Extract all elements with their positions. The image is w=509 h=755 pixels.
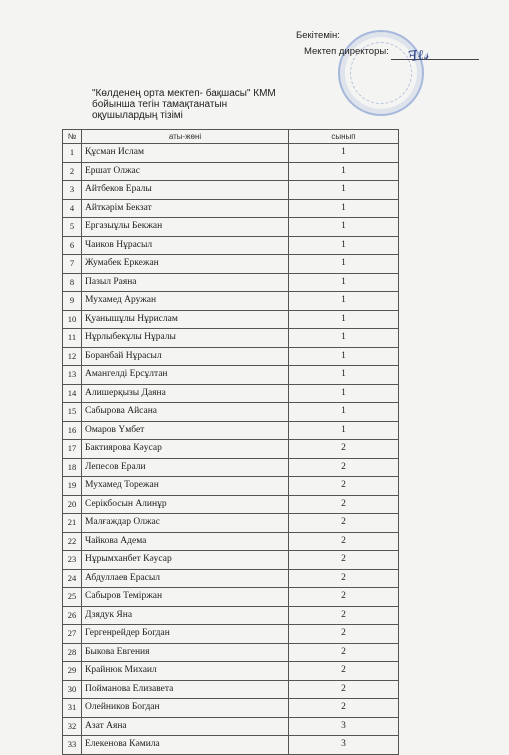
table-row — [63, 347, 399, 366]
row-number: 17 — [63, 440, 82, 459]
approval-block — [296, 28, 479, 60]
row-number: 3 — [63, 181, 82, 200]
student-grade: 1 — [289, 255, 399, 274]
student-grade: 2 — [289, 662, 399, 681]
student-name: Абдуллаев Ерасыл — [82, 569, 289, 588]
student-name: Алишерқызы Даяна — [82, 384, 289, 403]
row-number: 25 — [63, 588, 82, 607]
student-grade: 1 — [289, 310, 399, 329]
student-grade: 1 — [289, 273, 399, 292]
table-row — [63, 458, 399, 477]
student-name: Мухамед Аружан — [82, 292, 289, 311]
table-row — [63, 477, 399, 496]
student-grade: 2 — [289, 588, 399, 607]
student-name: Чаиков Нұрасыл — [82, 236, 289, 255]
student-grade: 1 — [289, 366, 399, 385]
table-row — [63, 606, 399, 625]
student-grade: 2 — [289, 625, 399, 644]
student-grade: 1 — [289, 199, 399, 218]
student-grade: 1 — [289, 144, 399, 163]
student-name: Жумабек Еркежан — [82, 255, 289, 274]
table-row — [63, 680, 399, 699]
table-row — [63, 625, 399, 644]
director-role: Мектеп директоры: — [304, 46, 389, 57]
table-row — [63, 736, 399, 755]
table-row — [63, 329, 399, 348]
table-row — [63, 218, 399, 237]
row-number: 6 — [63, 236, 82, 255]
student-grade: 3 — [289, 736, 399, 755]
row-number: 23 — [63, 551, 82, 570]
table-row — [63, 199, 399, 218]
row-number: 24 — [63, 569, 82, 588]
document-title — [92, 88, 292, 121]
student-name: Құсман Ислам — [82, 144, 289, 163]
student-grade: 3 — [289, 717, 399, 736]
table-row — [63, 551, 399, 570]
row-number: 20 — [63, 495, 82, 514]
row-number: 8 — [63, 273, 82, 292]
student-name: Малғаждар Олжас — [82, 514, 289, 533]
student-grade: 2 — [289, 458, 399, 477]
row-number: 16 — [63, 421, 82, 440]
student-grade: 1 — [289, 403, 399, 422]
row-number: 11 — [63, 329, 82, 348]
table-row — [63, 310, 399, 329]
title-line-3: оқушылардың тізімі — [92, 110, 183, 121]
student-grade: 1 — [289, 347, 399, 366]
student-name: Сабырова Айсана — [82, 403, 289, 422]
student-name: Омаров Үмбет — [82, 421, 289, 440]
student-grade: 2 — [289, 440, 399, 459]
student-grade: 2 — [289, 643, 399, 662]
table-row — [63, 532, 399, 551]
title-line-1: "Көлденең орта мектеп- бақшасы" КММ — [92, 88, 276, 99]
students-table — [62, 129, 399, 755]
student-name: Крайнюк Михаил — [82, 662, 289, 681]
student-grade: 1 — [289, 181, 399, 200]
row-number: 18 — [63, 458, 82, 477]
student-grade: 2 — [289, 477, 399, 496]
student-name: Боранбай Нұрасыл — [82, 347, 289, 366]
student-name: Серікбосын Алинұр — [82, 495, 289, 514]
approval-label: Бекітемін: — [296, 30, 340, 41]
table-row — [63, 273, 399, 292]
table-row — [63, 569, 399, 588]
row-number: 2 — [63, 162, 82, 181]
student-name: Айткәрім Бекзат — [82, 199, 289, 218]
student-name: Елекенова Кәмила — [82, 736, 289, 755]
student-name: Азат Аяна — [82, 717, 289, 736]
student-name: Лепесов Ерали — [82, 458, 289, 477]
row-number: 30 — [63, 680, 82, 699]
signature-line — [391, 59, 479, 60]
student-grade: 1 — [289, 236, 399, 255]
student-name: Пазыл Раяна — [82, 273, 289, 292]
student-name: Олейников Богдан — [82, 699, 289, 718]
student-grade: 1 — [289, 218, 399, 237]
student-name: Қуанышұлы Нұрислам — [82, 310, 289, 329]
table-row — [63, 144, 399, 163]
student-name: Чайкова Адема — [82, 532, 289, 551]
row-number: 1 — [63, 144, 82, 163]
row-number: 10 — [63, 310, 82, 329]
table-row — [63, 384, 399, 403]
student-name: Айтбеков Ералы — [82, 181, 289, 200]
table-row — [63, 181, 399, 200]
row-number: 27 — [63, 625, 82, 644]
row-number: 31 — [63, 699, 82, 718]
student-grade: 2 — [289, 514, 399, 533]
row-number: 4 — [63, 199, 82, 218]
student-name: Дзядук Яна — [82, 606, 289, 625]
student-grade: 1 — [289, 329, 399, 348]
title-line-2: бойынша тегін тамақтанатын — [92, 99, 228, 110]
student-grade: 1 — [289, 421, 399, 440]
header-name: аты-жөні — [82, 130, 289, 144]
student-name: Нұрымханбет Кәусар — [82, 551, 289, 570]
row-number: 13 — [63, 366, 82, 385]
row-number: 22 — [63, 532, 82, 551]
student-grade: 2 — [289, 495, 399, 514]
row-number: 14 — [63, 384, 82, 403]
table-header-row — [63, 130, 399, 144]
table-row — [63, 403, 399, 422]
table-row — [63, 514, 399, 533]
table-row — [63, 236, 399, 255]
student-name: Гергенрейдер Богдан — [82, 625, 289, 644]
table-row — [63, 440, 399, 459]
student-grade: 1 — [289, 162, 399, 181]
student-name: Быкова Евгения — [82, 643, 289, 662]
table-row — [63, 495, 399, 514]
row-number: 28 — [63, 643, 82, 662]
table-row — [63, 643, 399, 662]
student-grade: 2 — [289, 680, 399, 699]
table-row — [63, 162, 399, 181]
student-name: Ергазыұлы Бекжан — [82, 218, 289, 237]
director-signature: ꟻℓ𝓈 — [406, 46, 430, 66]
student-name: Бактиярова Кәусар — [82, 440, 289, 459]
student-grade: 2 — [289, 551, 399, 570]
row-number: 19 — [63, 477, 82, 496]
student-grade: 2 — [289, 532, 399, 551]
row-number: 21 — [63, 514, 82, 533]
row-number: 15 — [63, 403, 82, 422]
table-row — [63, 292, 399, 311]
student-grade: 2 — [289, 606, 399, 625]
student-name: Сабыров Теміржан — [82, 588, 289, 607]
student-name: Ершат Олжас — [82, 162, 289, 181]
row-number: 12 — [63, 347, 82, 366]
student-name: Амангелді Ерсұлтан — [82, 366, 289, 385]
table-row — [63, 366, 399, 385]
table-row — [63, 662, 399, 681]
table-row — [63, 699, 399, 718]
header-number: № — [63, 130, 82, 144]
table-row — [63, 421, 399, 440]
student-grade: 2 — [289, 699, 399, 718]
student-grade: 1 — [289, 292, 399, 311]
row-number: 7 — [63, 255, 82, 274]
table-row — [63, 588, 399, 607]
row-number: 9 — [63, 292, 82, 311]
row-number: 5 — [63, 218, 82, 237]
student-name: Пойманова Елизавета — [82, 680, 289, 699]
table-row — [63, 255, 399, 274]
row-number: 32 — [63, 717, 82, 736]
student-grade: 2 — [289, 569, 399, 588]
student-name: Мухамед Торежан — [82, 477, 289, 496]
student-grade: 1 — [289, 384, 399, 403]
row-number: 29 — [63, 662, 82, 681]
header-grade: сынып — [289, 130, 399, 144]
student-name: Нұрлыбекұлы Нұралы — [82, 329, 289, 348]
row-number: 26 — [63, 606, 82, 625]
row-number: 33 — [63, 736, 82, 755]
